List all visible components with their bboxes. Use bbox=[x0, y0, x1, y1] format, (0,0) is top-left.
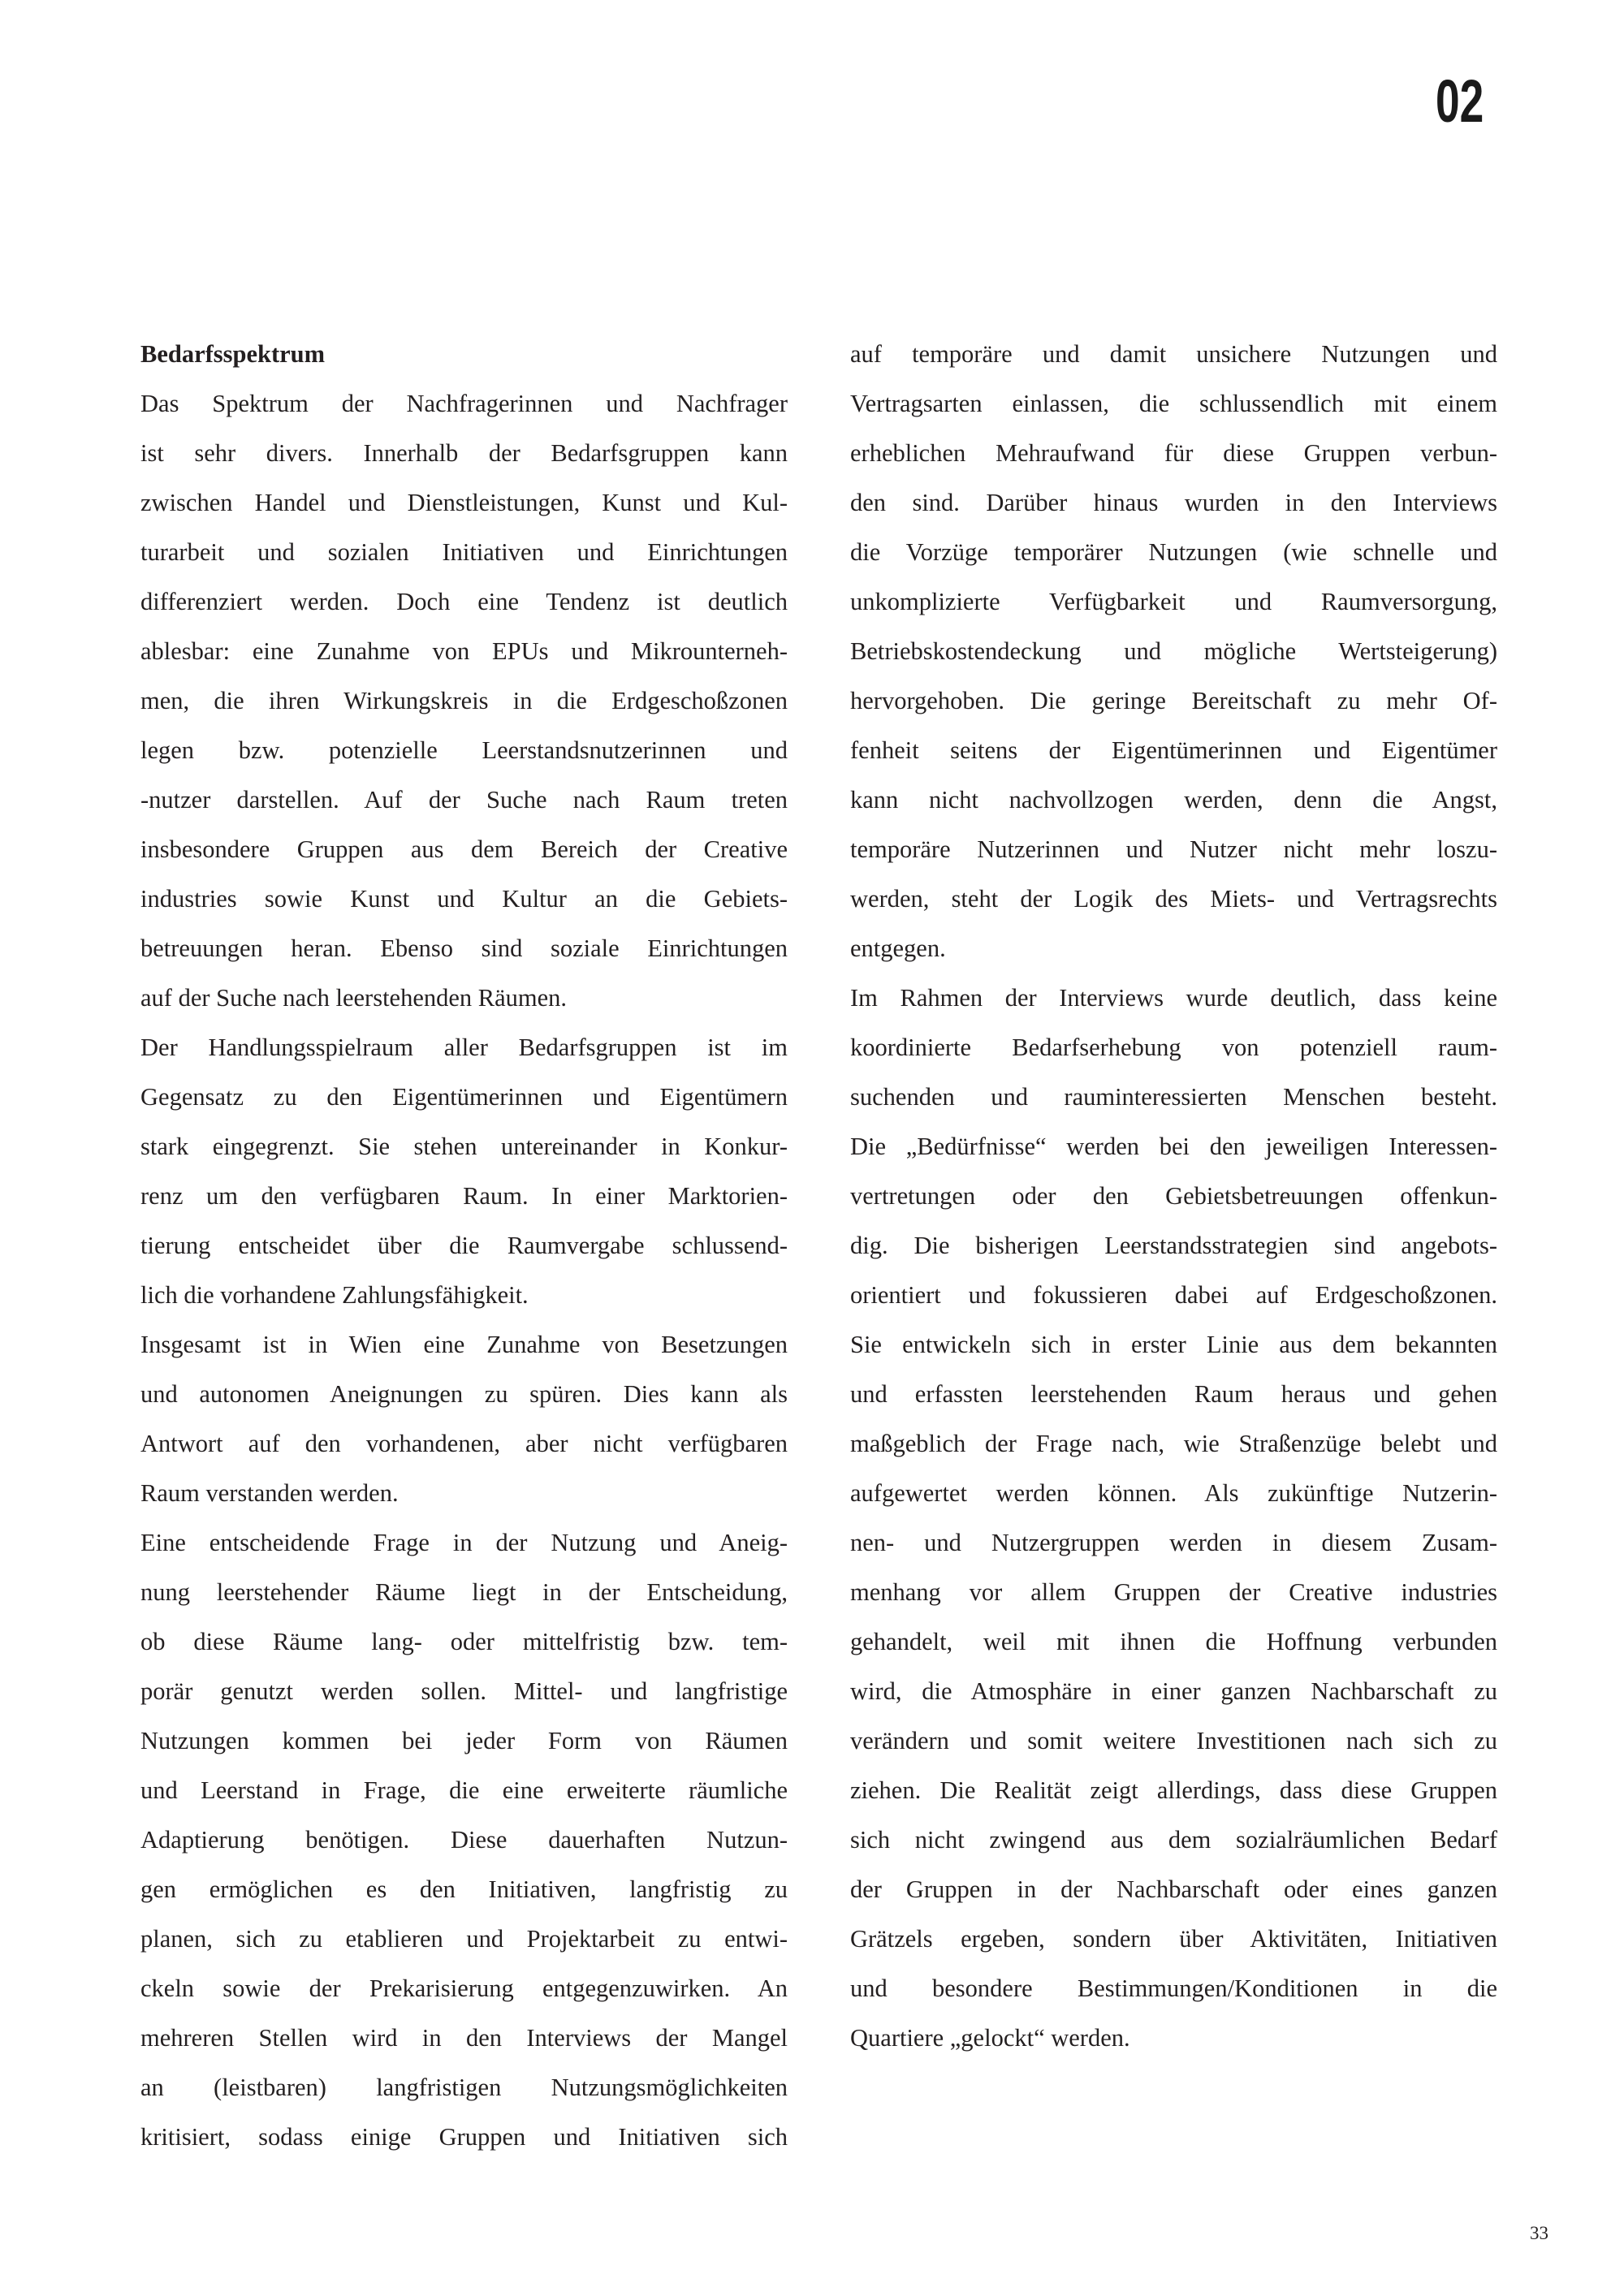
paragraph bbox=[850, 973, 1497, 2063]
text-line: sich nicht zwingend aus dem sozialräumlichen Bedarf bbox=[850, 1826, 1497, 1854]
text-line: aufgewertet werden können. Als zukünftige Nutzerin- bbox=[850, 1479, 1497, 1507]
text-line: die Vorzüge temporärer Nutzungen (wie schnelle und bbox=[850, 538, 1497, 566]
text-line: nen- und Nutzergruppen werden in diesem Zusam- bbox=[850, 1529, 1497, 1556]
text-line: Grätzels ergeben, sondern über Aktivitäten, Initiativen bbox=[850, 1925, 1497, 1953]
text-line: Betriebskostendeckung und mögliche Wertsteigerung) bbox=[850, 637, 1497, 665]
text-line: suchenden und rauminteressierten Menschen besteht. bbox=[850, 1083, 1497, 1111]
text-line: Antwort auf den vorhandenen, aber nicht verfügbaren bbox=[140, 1430, 788, 1457]
text-line: lich die vorhandene Zahlungsfähigkeit. bbox=[140, 1281, 529, 1309]
text-line: auf der Suche nach leerstehenden Räumen. bbox=[140, 984, 568, 1012]
text-line: Nutzungen kommen bei jeder Form von Räumen bbox=[140, 1727, 788, 1754]
text-line: mehreren Stellen wird in den Interviews der Mangel bbox=[140, 2024, 788, 2052]
text-line: Quartiere „gelockt“ werden. bbox=[850, 2024, 1130, 2052]
text-line: betreuungen heran. Ebenso sind soziale Einrichtungen bbox=[140, 934, 788, 962]
text-line: und erfassten leerstehenden Raum heraus und gehen bbox=[850, 1380, 1497, 1408]
text-line: und autonomen Aneignungen zu spüren. Dies kann als bbox=[140, 1380, 788, 1408]
text-line: kann nicht nachvollzogen werden, denn die Angst, bbox=[850, 786, 1497, 814]
text-line: maßgeblich der Frage nach, wie Straßenzüge belebt und bbox=[850, 1430, 1497, 1457]
text-line: tierung entscheidet über die Raumvergabe schlussend- bbox=[140, 1232, 788, 1259]
text-line: dig. Die bisherigen Leerstandsstrategien sind angebots- bbox=[850, 1232, 1497, 1259]
text-line: zwischen Handel und Dienstleistungen, Kunst und Kul- bbox=[140, 489, 788, 516]
text-line: Vertragsarten einlassen, die schlussendlich mit einem bbox=[850, 390, 1497, 417]
text-line: Insgesamt ist in Wien eine Zunahme von Besetzungen bbox=[140, 1331, 788, 1358]
text-line: ob diese Räume lang- oder mittelfristig bzw. tem- bbox=[140, 1628, 788, 1655]
section-heading: Bedarfsspektrum bbox=[140, 340, 326, 368]
text-line: porär genutzt werden sollen. Mittel- und langfristige bbox=[140, 1677, 788, 1705]
text-line: Im Rahmen der Interviews wurde deutlich, dass keine bbox=[850, 984, 1497, 1012]
page-number: 33 bbox=[1530, 2223, 1548, 2243]
text-line: nung leerstehender Räume liegt in der Entscheidung, bbox=[140, 1578, 788, 1606]
text-line: wird, die Atmosphäre in einer ganzen Nachbarschaft zu bbox=[850, 1677, 1497, 1705]
text-line: men, die ihren Wirkungskreis in die Erdgeschoßzonen bbox=[140, 687, 788, 714]
text-line: -nutzer darstellen. Auf der Suche nach Raum treten bbox=[140, 786, 788, 814]
text-line: hervorgehoben. Die geringe Bereitschaft zu mehr Of- bbox=[850, 687, 1497, 714]
text-line: orientiert und fokussieren dabei auf Erdgeschoßzonen. bbox=[850, 1281, 1497, 1309]
text-line: unkomplizierte Verfügbarkeit und Raumversorgung, bbox=[850, 588, 1497, 615]
text-line: Eine entscheidende Frage in der Nutzung und Aneig- bbox=[140, 1529, 788, 1556]
text-line: differenziert werden. Doch eine Tendenz ist deutlich bbox=[140, 588, 788, 615]
text-line: gen ermöglichen es den Initiativen, langfristig zu bbox=[140, 1875, 788, 1903]
text-line: fenheit seitens der Eigentümerinnen und Eigentümer bbox=[850, 736, 1497, 764]
text-line: auf temporäre und damit unsichere Nutzungen und bbox=[850, 340, 1497, 368]
paragraph bbox=[140, 1023, 788, 1320]
text-line: Die „Bedürfnisse“ werden bei den jeweiligen Interessen- bbox=[850, 1133, 1497, 1160]
text-line: werden, steht der Logik des Miets- und Vertragsrechts bbox=[850, 885, 1497, 913]
text-line: und besondere Bestimmungen/Konditionen in die bbox=[850, 1974, 1497, 2002]
text-line: vertretungen oder den Gebietsbetreuungen offenkun- bbox=[850, 1182, 1497, 1210]
text-line: legen bzw. potenzielle Leerstandsnutzerinnen und bbox=[140, 736, 788, 764]
text-line: Gegensatz zu den Eigentümerinnen und Eigentümern bbox=[140, 1083, 788, 1111]
paragraph bbox=[140, 1518, 788, 2162]
text-line: gehandelt, weil mit ihnen die Hoffnung verbunden bbox=[850, 1628, 1497, 1655]
text-line: ziehen. Die Realität zeigt allerdings, dass diese Gruppen bbox=[850, 1776, 1497, 1804]
text-line: stark eingegrenzt. Sie stehen untereinander in Konkur- bbox=[140, 1133, 788, 1160]
text-line: temporäre Nutzerinnen und Nutzer nicht mehr loszu- bbox=[850, 835, 1497, 863]
text-line: koordinierte Bedarfserhebung von potenziell raum- bbox=[850, 1034, 1497, 1061]
text-line: entgegen. bbox=[850, 934, 946, 962]
text-line: renz um den verfügbaren Raum. In einer Marktorien- bbox=[140, 1182, 788, 1210]
text-line: an (leistbaren) langfristigen Nutzungsmöglichkeiten bbox=[140, 2074, 788, 2101]
paragraph bbox=[850, 330, 1497, 973]
text-line: erheblichen Mehraufwand für diese Gruppen verbun- bbox=[850, 439, 1497, 467]
text-line: Sie entwickeln sich in erster Linie aus dem bekannten bbox=[850, 1331, 1497, 1358]
paragraph bbox=[140, 1320, 788, 1518]
text-line: insbesondere Gruppen aus dem Bereich der Creative bbox=[140, 835, 788, 863]
text-line: der Gruppen in der Nachbarschaft oder eines ganzen bbox=[850, 1875, 1497, 1903]
text-line: ist sehr divers. Innerhalb der Bedarfsgruppen kann bbox=[140, 439, 788, 467]
text-line: planen, sich zu etablieren und Projektarbeit zu entwi- bbox=[140, 1925, 788, 1953]
text-line: und Leerstand in Frage, die eine erweiterte räumliche bbox=[140, 1776, 788, 1804]
text-column-right bbox=[850, 330, 1497, 2063]
text-line: ckeln sowie der Prekarisierung entgegenzuwirken. An bbox=[140, 1974, 788, 2002]
text-line: Der Handlungsspielraum aller Bedarfsgruppen ist im bbox=[140, 1034, 788, 1061]
text-line: kritisiert, sodass einige Gruppen und Initiativen sich bbox=[140, 2123, 788, 2151]
text-line: verändern und somit weitere Investitionen nach sich zu bbox=[850, 1727, 1497, 1754]
text-line: den sind. Darüber hinaus wurden in den Interviews bbox=[850, 489, 1497, 516]
text-line: menhang vor allem Gruppen der Creative industries bbox=[850, 1578, 1497, 1606]
text-line: Adaptierung benötigen. Diese dauerhaften Nutzun- bbox=[140, 1826, 788, 1854]
text-line: turarbeit und sozialen Initiativen und Einrichtungen bbox=[140, 538, 788, 566]
text-line: Das Spektrum der Nachfragerinnen und Nachfrager bbox=[140, 390, 788, 417]
chapter-number: 02 bbox=[1436, 67, 1484, 135]
text-line: Raum verstanden werden. bbox=[140, 1479, 399, 1507]
text-line: ablesbar: eine Zunahme von EPUs und Mikrounterneh- bbox=[140, 637, 788, 665]
text-column-left bbox=[140, 330, 788, 2162]
paragraph bbox=[140, 379, 788, 1023]
text-line: industries sowie Kunst und Kultur an die Gebiets- bbox=[140, 885, 788, 913]
